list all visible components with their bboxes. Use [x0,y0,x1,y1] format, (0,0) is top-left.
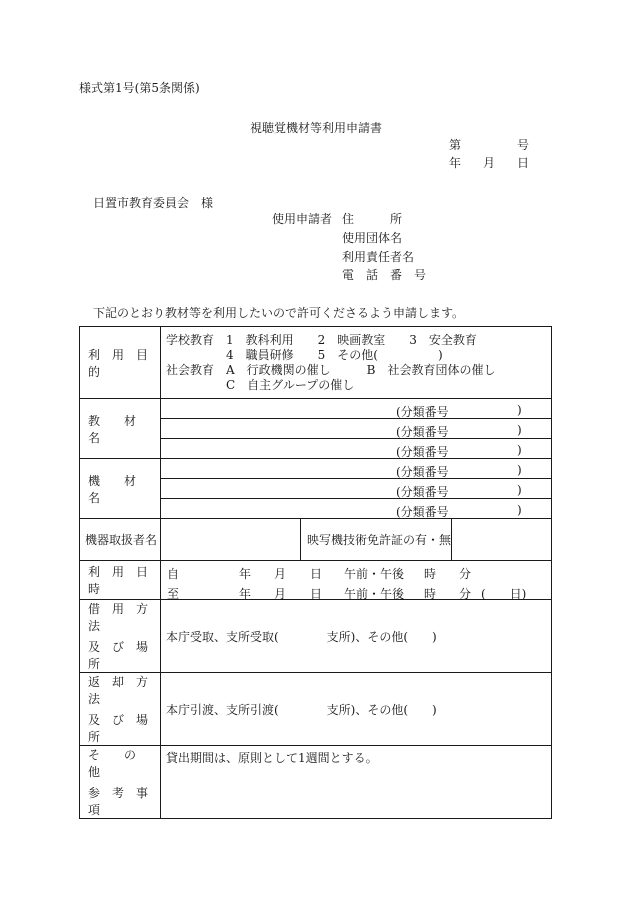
use-date-cell[interactable] [161,561,552,600]
purpose-line-3: 社会教育 A 行政機関の催し B 社会教育団体の催し [166,362,496,377]
use-date-label: 利 用 日 時 [88,565,161,596]
operator-label-cell [80,519,161,561]
bunrui-close: ) [517,503,522,517]
to-label: 至 [167,587,180,601]
document-title: 視聴覚機材等利用申請書 [250,121,383,135]
year-label: 年 [239,567,252,581]
other-row [80,746,552,819]
purpose-label-cell [80,327,161,399]
purpose-line-4: C 自主グループの催し [226,377,355,392]
other-notes-text: 貸出期間は、原則として1週間とする。 [166,751,378,765]
purpose-line-1: 学校教育 1 教科利用 2 映画教室 3 安全教育 [166,332,477,347]
equipment-label: 機 材 名 [88,473,161,505]
bunrui-close: ) [517,463,522,477]
equipment-entry-1[interactable] [161,459,552,479]
bunrui-close: ) [517,443,522,457]
license-label-cell [301,519,452,561]
number-prefix: 第 [449,138,462,152]
materials-entry-1[interactable] [161,399,552,419]
day-label: 日 [310,587,323,601]
date-month: 月 [482,156,495,170]
purpose-label: 利 用 目 的 [88,347,161,379]
minute-label: 分 [459,587,472,601]
date-day: 日 [516,156,529,170]
bunrui-close: ) [517,483,522,497]
hour-label: 時 [424,567,437,581]
equipment-row-1 [80,459,552,479]
year-label: 年 [239,587,252,601]
other-label-cell [80,746,161,819]
purpose-options[interactable] [161,327,552,399]
applicant-group-label: 使用団体名 [342,231,403,245]
purpose-line-2: 4 職員研修 5 その他( ) [226,347,443,362]
return-method-cell[interactable] [161,673,552,746]
operator-label: 機器取扱者名 [85,533,158,547]
document-number-line [449,139,529,151]
ampm-label: 午前・午後 [344,587,405,601]
borrow-label-line-1: 借 用 方 法 [88,602,161,633]
borrow-method-cell[interactable] [161,600,552,673]
number-suffix: 号 [516,138,529,152]
applicant-responsible-label: 利用責任者名 [342,250,415,264]
month-label: 月 [274,567,287,581]
minute-label: 分 [459,567,472,581]
date-year: 年 [449,156,462,170]
license-input-cell[interactable] [452,519,552,561]
addressee: 日置市教育委員会 様 [93,196,214,210]
day-label: 日 [310,567,323,581]
borrow-label-cell [80,600,161,673]
operator-input-cell[interactable] [161,519,301,561]
materials-entry-3[interactable] [161,439,552,459]
bunrui-close: ) [517,403,522,417]
license-label: 映写機技術免許証の有・無 [307,533,452,547]
intro-text: 下記のとおり教材等を利用したいので許可くださるよう申請します。 [93,306,465,320]
borrow-row [80,600,552,673]
days-label: ( 日) [481,587,527,601]
bunrui-label: (分類番号 [396,465,449,479]
return-label-line-1: 返 却 方 法 [88,675,161,706]
return-method-text: 本庁引渡、支所引渡( 支所)、その他( ) [166,702,437,717]
return-label-cell [80,673,161,746]
ampm-label: 午前・午後 [344,567,405,581]
bunrui-close: ) [517,423,522,437]
bunrui-label: (分類番号 [396,485,449,499]
applicant-address-label: 住 所 [342,212,403,226]
other-notes-cell[interactable] [161,746,552,819]
equipment-entry-3[interactable] [161,499,552,519]
borrow-label-line-2: 及 び 場 所 [88,640,161,671]
equipment-label-cell [80,459,161,519]
materials-label: 教 材 名 [88,413,161,445]
purpose-row [80,327,552,399]
materials-row-1 [80,399,552,419]
bunrui-label: (分類番号 [396,445,449,459]
bunrui-label: (分類番号 [396,425,449,439]
bunrui-label: (分類番号 [396,505,449,519]
materials-entry-2[interactable] [161,419,552,439]
hour-label: 時 [424,587,437,601]
use-date-label-cell [80,561,161,600]
application-table [79,326,552,819]
applicant-label: 使用申請者 [272,212,333,226]
materials-label-cell [80,399,161,459]
from-label: 自 [167,567,180,581]
use-date-row [80,561,552,600]
other-label-line-2: 参 考 事 項 [88,786,161,817]
equipment-entry-2[interactable] [161,479,552,499]
other-label-line-1: そ の 他 [88,748,161,779]
applicant-phone-label: 電 話 番 号 [342,268,427,282]
return-label-line-2: 及 び 場 所 [88,713,161,744]
month-label: 月 [274,587,287,601]
document-date-line [449,157,529,169]
borrow-method-text: 本庁受取、支所受取( 支所)、その他( ) [166,629,437,644]
operator-row [80,519,552,561]
bunrui-label: (分類番号 [396,405,449,419]
return-row [80,673,552,746]
form-number: 様式第1号(第5条関係) [79,81,200,95]
